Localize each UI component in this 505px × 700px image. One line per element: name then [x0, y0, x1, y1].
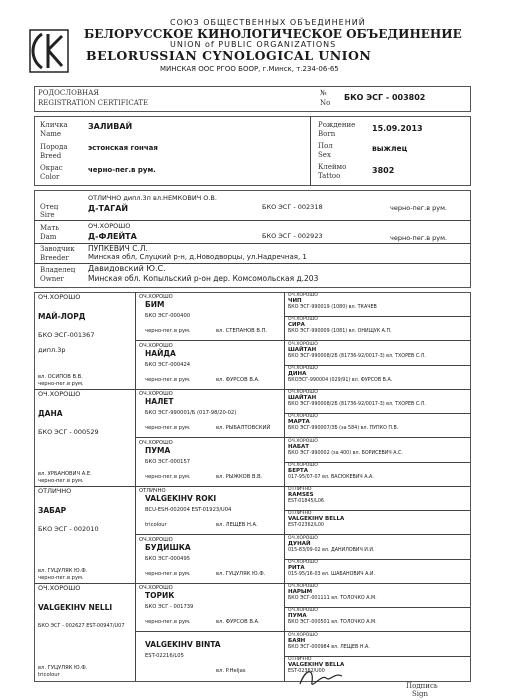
dog-color: черно-пег.в рум.: [88, 166, 156, 174]
gen3-grade: ОТЛИЧНО: [288, 487, 312, 492]
gen3-line: БКО ЭСГ-001111 вл. ТОЛОЧКО А.М.: [288, 596, 377, 601]
sire-label-en: Sire: [40, 211, 55, 219]
gen3-line: БКО ЭСГ-000984 вл. ЛЕЩЕВ Н.А.: [288, 644, 370, 650]
tattoo-label-en: Tattoo: [318, 172, 341, 180]
gen2-owner: вл. РЫБАЛТОВСКИЙ: [216, 425, 271, 431]
breeder-address: Минская обл, Слуцкий р-н, д.Новодворцы, ул.Надречная, 1: [88, 253, 307, 261]
header-line3: UNION of PUBLIC ORGANIZATIONS: [170, 40, 337, 49]
sex-label-ru: Пол: [318, 142, 333, 150]
gen2-owner: вл. P.Heljas: [216, 667, 246, 674]
gen3-line: 015-95/16-03 вл. ШАБАНОВИЧ А.И.: [288, 571, 375, 577]
gen1-number: БКО ЭСГ - 002627 EST-00947/U07: [38, 623, 125, 629]
gen2-name: ТОРИК: [145, 591, 175, 600]
gen1-color: черно-пег.в рум.: [38, 478, 84, 484]
gen2-grade: ОЧ.ХОРОШО: [139, 585, 173, 591]
gen2-color: черно-пег.в рум.: [145, 425, 191, 431]
gen1-number: БКО ЭСГ - 002010: [38, 525, 99, 533]
gen1-extra: дипл.3р: [38, 346, 66, 354]
gen1-name: ДАНА: [38, 409, 63, 418]
gen3-line: EST-02362/L00: [288, 523, 324, 529]
gen1-color: черно-пег.в рум.: [38, 575, 84, 581]
dam-label-ru: Мать: [40, 224, 60, 232]
gen3-name: МАРТА: [288, 419, 310, 426]
certificate-no-label1: №: [320, 89, 327, 97]
breeder-name: ПУПКЕВИЧ С.Л.: [88, 244, 148, 253]
gen3-grade: ОЧ.ХОРОШО: [288, 462, 318, 468]
gen1-owner: вл. УРБАНОВИЧ А.Е.: [38, 471, 92, 477]
gen3-line: БКО ЭСГ-000501 вл. ТОЛОЧКО А.М.: [288, 620, 377, 626]
gen2-number: БКО ЭСГ-000495: [145, 555, 191, 562]
certificate-title-ru: РОДОСЛОВНАЯ: [38, 89, 100, 97]
gen2-color: черно-пег.в рум.: [145, 473, 191, 480]
dog-sex: выжлец: [372, 144, 408, 153]
dam-title: ОЧ.ХОРОШО: [88, 222, 131, 230]
color-label-en: Color: [40, 173, 60, 181]
gen2-grade: ОЧ.ХОРОШО: [139, 391, 173, 397]
certificate-title-en: REGISTRATION CERTIFICATE: [38, 99, 149, 107]
gen2-number: EST-02216/L05: [145, 652, 184, 659]
sire-title: ОТЛИЧНО дипл.3п вл.НЕМКОВИЧ О.В.: [88, 194, 217, 202]
breed-label-ru: Порода: [40, 143, 68, 151]
sire-color: черно-пег.в рум.: [390, 204, 448, 212]
gen2-number: БКО ЭСГ - 001739: [145, 604, 194, 610]
certificate-no-label2: No: [320, 99, 331, 107]
gen3-grade: ОЧ.ХОРОШО: [288, 414, 318, 420]
gen3-line: БКО ЭСГ-990008/2Б (817З6-92/0017-3) вл. ТХОРЕВ С.Л.: [288, 402, 426, 407]
gen3-name: НАРЫМ: [288, 589, 313, 595]
name-label-ru: Кличка: [40, 121, 68, 129]
gen1-grade: ОЧ.ХОРОШО: [38, 584, 81, 592]
owner-name: Давидовский Ю.С.: [88, 264, 166, 273]
gen3-grade: ОЧ.ХОРОШО: [288, 390, 318, 395]
gen2-number: БКО ЭСГ-000157: [145, 458, 191, 465]
gen2-owner: вл. ГУЦУЛЯК Ю.Ф.: [216, 570, 266, 577]
breed-label-en: Breed: [40, 152, 62, 160]
gen2-owner: вл. РЫЖКОВ В.В.: [216, 473, 263, 480]
signature-label-ru: Подпись: [406, 682, 438, 690]
tattoo-label-ru: Клеймо: [318, 163, 347, 171]
gen2-color: черно-пег.в рум.: [145, 570, 191, 577]
dam-number: БКО ЭСГ - 002923: [262, 232, 323, 240]
gen2-owner: вл. СТЕПАНОВ В.П.: [216, 328, 268, 334]
gen2-owner: вл. ФУРСОВ В.А.: [216, 619, 260, 625]
gen3-name: СИРА: [288, 322, 305, 329]
gen3-grade: ОТЛИЧНО: [288, 656, 312, 662]
owner-label-ru: Владелец: [40, 266, 76, 274]
gen2-owner: вл. ЛЕЩЕВ Н.А.: [216, 522, 258, 528]
gen3-grade: ОЧ.ХОРОШО: [288, 317, 318, 323]
gen1-number: БКО ЭСГ - 000529: [38, 428, 99, 436]
gen3-line: БКО ЭСГ-990009 (1081) вл. ОНИЩУК А.П.: [288, 329, 392, 335]
gen3-name: РИТА: [288, 564, 305, 571]
gen3-line: EST-01845/L06: [288, 499, 324, 504]
gen3-grade: ОЧ.ХОРОШО: [288, 365, 318, 371]
gen3-name: ПУМА: [288, 613, 307, 620]
dog-name: ЗАЛИВАЙ: [88, 122, 133, 131]
gen2-number: BCU-ESH-002004 EST-01923/U04: [145, 507, 232, 513]
gen3-line: БКОЭСГ-990004 (029/91) вл. ФУРСОВ В.А.: [288, 377, 393, 383]
gen3-grade: ОЧ.ХОРОШО: [288, 559, 318, 565]
gen2-color: черно-пег.в рум.: [145, 328, 191, 334]
gen2-color: черно-пег.в рум.: [145, 619, 191, 625]
gen3-line: БКО ЭСГ-990019 (1080) вл. ТКАЧЕВ: [288, 305, 377, 310]
gen2-name: VALGEKIHV ROKI: [145, 494, 217, 503]
sire-number: БКО ЭСГ - 002318: [262, 203, 323, 211]
born-label-en: Born: [318, 130, 336, 138]
gen2-name: БУДИШКА: [145, 542, 191, 552]
gen3-line: 015-83/09-02 вл. ДАНИЛОВИЧ И.И.: [288, 547, 375, 553]
gen3-name: VALGEKIHV BELLA: [288, 516, 345, 523]
gen2-grade: ОТЛИЧНО: [139, 488, 166, 494]
gen3-name: RAMSES: [288, 492, 314, 498]
name-label-en: Name: [40, 130, 62, 138]
gen1-owner: вл. ГУЦУЛЯК Ю.Ф.: [38, 568, 88, 574]
gen3-name: VALGEKIHV BELLA: [288, 661, 345, 668]
sex-label-en: Sex: [318, 151, 331, 159]
gen3-line: БКО ЭСГ-990008/2Б (817З6-92/0017-3) вл. ТХОРЕВ С.Л.: [288, 353, 426, 359]
gen3-name: БАЯН: [288, 637, 306, 644]
gen1-grade: ОЧ.ХОРОШО: [38, 293, 81, 301]
gen2-owner: вл. ФУРСОВ В.А.: [216, 376, 260, 383]
logo-seal: [28, 28, 70, 74]
gen3-grade: ОЧ.ХОРОШО: [288, 535, 318, 541]
color-label-ru: Окрас: [40, 164, 63, 172]
gen2-number: БКО ЭСГ-000424: [145, 361, 191, 368]
gen3-grade: ОЧ.ХОРОШО: [288, 293, 318, 298]
dog-born: 15.09.2013: [372, 124, 423, 133]
gen3-grade: ОЧ.ХОРОШО: [288, 438, 318, 444]
gen3-grade: ОЧ.ХОРОШО: [288, 608, 318, 614]
gen3-line: 017-95/07-07 вл. ВАСЮКЕВИЧ А.А.: [288, 474, 374, 480]
gen1-grade: ОТЛИЧНО: [38, 487, 72, 495]
sire-label-ru: Отец: [40, 203, 59, 211]
gen3-grade: ОЧ.ХОРОШО: [288, 632, 318, 638]
gen3-grade: ОЧ.ХОРОШО: [288, 584, 318, 589]
owner-address: Минская обл. Копыльский р-он дер. Комсомольская д.203: [88, 274, 319, 283]
gen3-line: БКО ЭСГ-990007/3Б (за 584) вл. ПУПКО П.В.: [288, 426, 399, 432]
gen2-grade: ОЧ.ХОРОШО: [139, 439, 173, 446]
certificate-number: БКО ЭСГ - 003802: [344, 93, 426, 102]
gen3-name: ДИНА: [288, 370, 307, 377]
gen1-color: tricolour: [38, 672, 60, 678]
gen1-number: БКО ЭСГ-001367: [38, 331, 95, 339]
gen2-grade: ОЧ.ХОРОШО: [139, 294, 173, 300]
gen3-name: БЕРТА: [288, 467, 308, 474]
header-line2: БЕЛОРУССКОЕ КИНОЛОГИЧЕСКОЕ ОБЪЕДИНЕНИЕ: [84, 27, 462, 41]
signature-mark: [296, 664, 346, 692]
gen3-name: ДУНАЙ: [288, 540, 311, 547]
sire-name: Д-ТАГАЙ: [88, 204, 129, 213]
gen3-name: ЧИП: [288, 298, 302, 304]
born-label-ru: Рождение: [318, 121, 356, 129]
gen1-name: МАЙ-ЛОРД: [38, 312, 86, 321]
gen3-line: БКО ЭСГ-990002 (за 400) вл. БОРИСЕВИЧ А.С.: [288, 450, 403, 456]
gen2-name: ПУМА: [145, 445, 171, 455]
gen1-owner: вл. ГУЦУЛЯК Ю.Ф.: [38, 665, 88, 671]
gen2-color: tricolour: [145, 522, 167, 528]
header-line5: МИНСКАЯ ООС РГОО БООР, г.Минск, т.234-06-65: [160, 65, 339, 73]
gen3-name: ШАЙТАН: [288, 346, 317, 353]
gen1-name: VALGEKIHV NELLI: [38, 603, 113, 612]
breeder-label-ru: Заводчик: [40, 245, 75, 253]
gen1-color: черно-пег.в рум.: [38, 381, 84, 387]
header-line4: BELORUSSIAN CYNOLOGICAL UNION: [86, 48, 372, 63]
gen2-name: НАЛЕТ: [145, 397, 174, 406]
gen3-line: EST-02362/U00: [288, 668, 325, 674]
gen2-number: БКО ЭСГ-990001/Б (017-98/20-02): [145, 410, 237, 416]
dog-tattoo: 3802: [372, 166, 395, 175]
gen1-name: ЗАБАР: [38, 506, 67, 515]
gen3-name: ШАЙТАН: [288, 395, 317, 401]
gen2-grade: ОЧ.ХОРОШО: [139, 342, 173, 349]
owner-label-en: Owner: [40, 275, 64, 283]
gen1-owner: вл. ОСИПОВ В.В.: [38, 374, 83, 380]
gen2-grade: ОЧ.ХОРОШО: [139, 536, 173, 543]
gen2-name: БИМ: [145, 300, 165, 309]
gen1-grade: ОЧ.ХОРОШО: [38, 390, 81, 398]
dam-name: Д-ФЛЕЙТА: [88, 232, 137, 241]
gen3-grade: ОЧ.ХОРОШО: [288, 341, 318, 347]
dam-color: черно-пег.в рум.: [390, 234, 448, 242]
gen2-name: VALGEKIHV BINTA: [145, 639, 221, 649]
breeder-label-en: Breeder: [40, 254, 69, 262]
gen2-number: БКО ЭСГ-000400: [145, 313, 191, 319]
gen3-name: НАБАТ: [288, 443, 310, 450]
signature-label-en: Sign: [412, 690, 429, 698]
gen2-name: НАЙДА: [145, 348, 176, 358]
header-line1: СОЮЗ ОБЩЕСТВЕННЫХ ОБЪЕДИНЕНИЙ: [170, 18, 366, 27]
dam-label-en: Dam: [40, 233, 57, 241]
gen3-grade: ОТЛИЧНО: [288, 511, 312, 517]
gen2-color: черно-пег.в рум.: [145, 376, 191, 383]
dog-breed: эстонская гончая: [88, 144, 158, 152]
